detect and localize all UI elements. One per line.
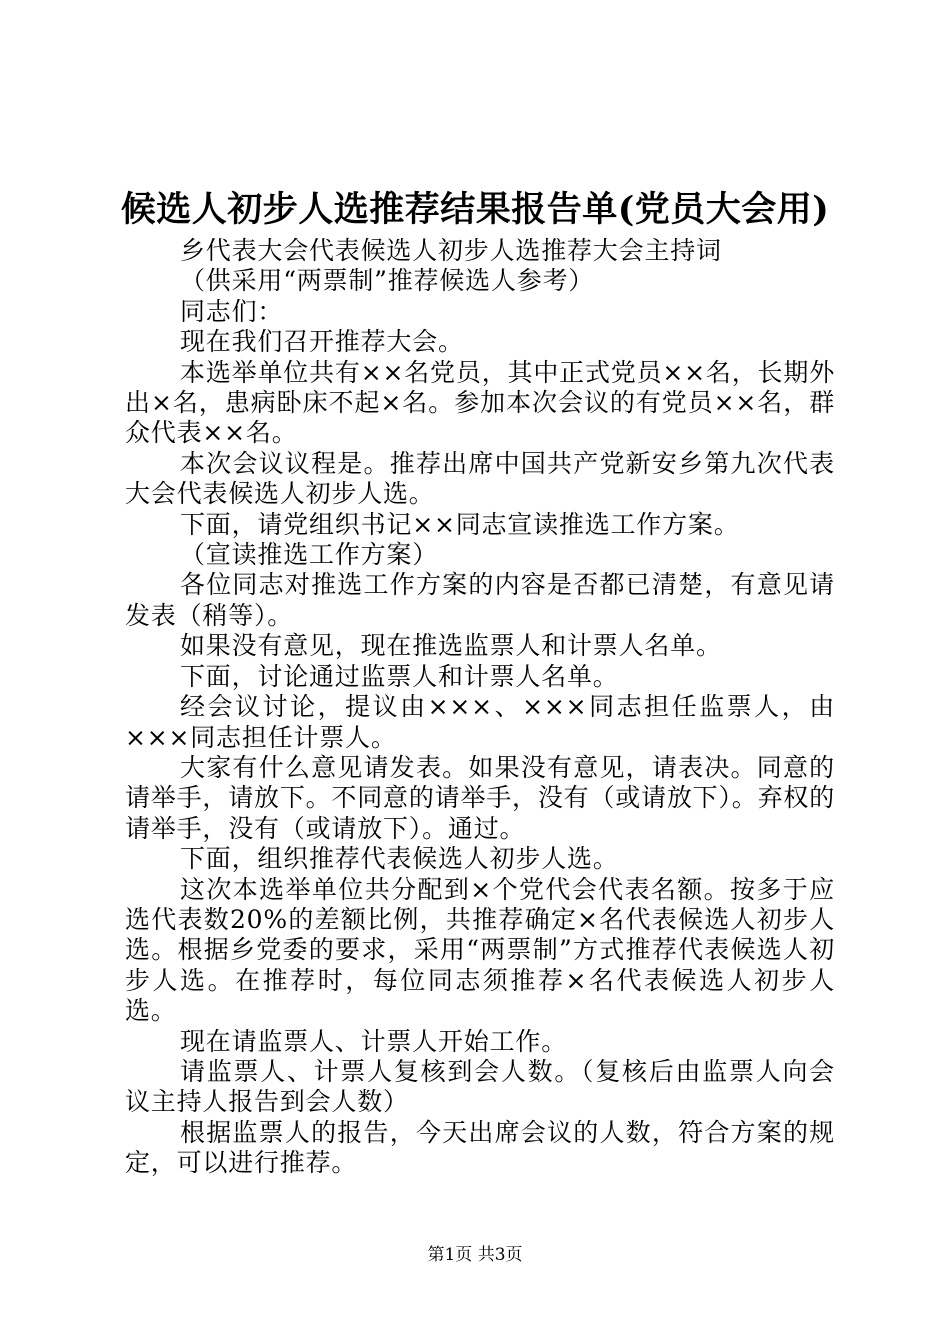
document-body bbox=[125, 236, 835, 1179]
paragraph: 下面，请党组织书记××同志宣读推选工作方案。 bbox=[180, 509, 740, 539]
paragraph: 本选举单位共有××名党员，其中正式党员××名，长期外出×名，患病卧床不起×名。参加本次会议的有党员××名，群众代表××名。 bbox=[125, 357, 835, 448]
paragraph: 乡代表大会代表候选人初步人选推荐大会主持词 bbox=[180, 236, 722, 265]
paragraph: 经会议讨论，提议由×××、×××同志担任监票人，由×××同志担任计票人。 bbox=[125, 692, 835, 752]
paragraph: 下面，讨论通过监票人和计票人名单。 bbox=[180, 661, 619, 691]
paragraph: 现在我们召开推荐大会。 bbox=[180, 327, 464, 357]
paragraph: 大家有什么意见请发表。如果没有意见，请表决。同意的请举手，请放下。不同意的请举手，没有（或请放下）。弃权的请举手，没有（或请放下）。通过。 bbox=[125, 752, 835, 843]
paragraph: 现在请监票人、计票人开始工作。 bbox=[180, 1026, 568, 1056]
paragraph: 本次会议议程是。推荐出席中国共产党新安乡第九次代表大会代表候选人初步人选。 bbox=[125, 448, 835, 509]
paragraph: 下面，组织推荐代表候选人初步人选。 bbox=[180, 844, 619, 874]
document-title: 候选人初步人选推荐结果报告单(党员大会用) bbox=[120, 189, 830, 230]
paragraph: 这次本选举单位共分配到×个党代会代表名额。按多于应选代表数20%的差额比例，共推荐确定×名代表候选人初步人选。根据乡党委的要求，采用“两票制”方式推荐代表候选人初步人选。在推荐时，每位同志须推荐×名代表候选人初步人选。 bbox=[125, 874, 835, 1026]
paragraph: 同志们： bbox=[180, 296, 284, 326]
paragraph: 如果没有意见，现在推选监票人和计票人名单。 bbox=[180, 631, 722, 661]
paragraph: （宣读推选工作方案） bbox=[180, 540, 439, 570]
paragraph: （供采用“两票制”推荐候选人参考） bbox=[180, 266, 595, 296]
page-number-footer: 第1页 共3页 bbox=[427, 1245, 523, 1265]
paragraph: 各位同志对推选工作方案的内容是否都已清楚，有意见请发表（稍等）。 bbox=[125, 570, 835, 630]
paragraph: 根据监票人的报告，今天出席会议的人数，符合方案的规定，可以进行推荐。 bbox=[125, 1117, 835, 1178]
paragraph: 请监票人、计票人复核到会人数。（复核后由监票人向会议主持人报告到会人数） bbox=[125, 1056, 835, 1117]
